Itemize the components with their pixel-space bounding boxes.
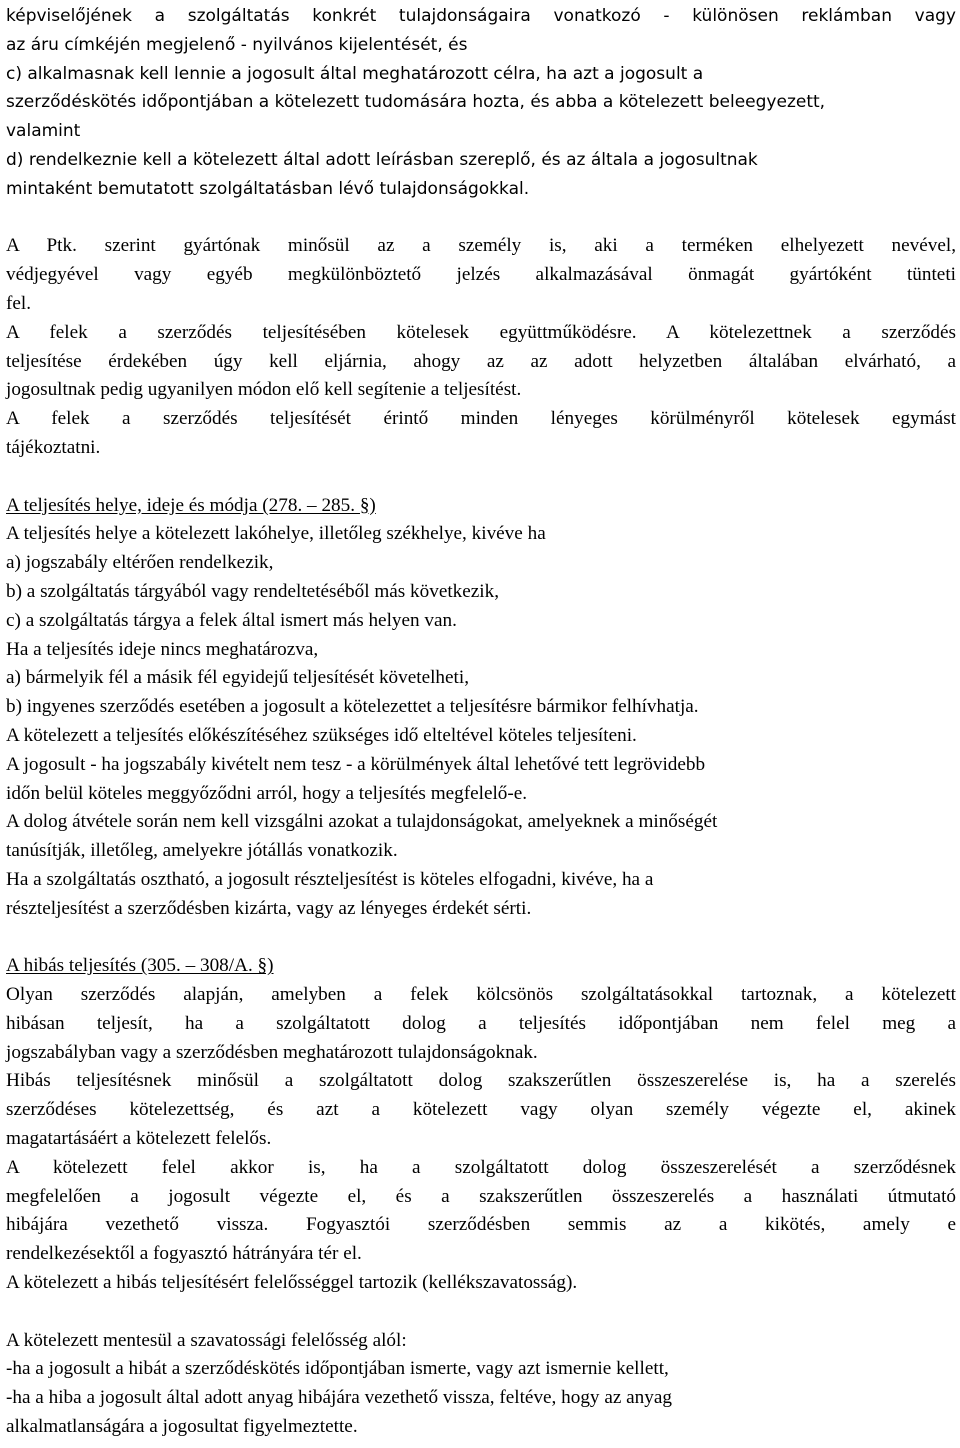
text-line: hibásan teljesít, ha a szolgáltatott dolog a teljesítés időpontjában nem felel meg a	[6, 1012, 956, 1034]
text-line: -ha a hiba a jogosult által adott anyag hibájára vezethető vissza, feltéve, hogy az anyag	[6, 1387, 672, 1409]
text-line: alkalmatlanságára a jogosultat figyelmeztette.	[6, 1416, 358, 1438]
text-line: jogosultnak pedig ugyanilyen módon elő kell segítenie a teljesítést.	[6, 379, 522, 401]
text-line: képviselőjének a szolgáltatás konkrét tulajdonságaira vonatkozó - különösen reklámban vagy	[6, 6, 956, 26]
intro-paragraph	[6, 2, 956, 204]
section-heading: A hibás teljesítés (305. – 308/A. §)	[6, 955, 274, 977]
text-line: tanúsítják, illetőleg, amelyekre jótállás vonatkozik.	[6, 840, 398, 862]
text-line: szerződéses kötelezettség, és azt a kötelezett vagy olyan személy végezte el, akinek	[6, 1099, 956, 1121]
text-line: b) ingyenes szerződés esetében a jogosult a kötelezettet a teljesítésre bármikor felhívhatja.	[6, 696, 699, 718]
text-line: -ha a jogosult a hibát a szerződéskötés időpontjában ismerte, vagy azt ismernie kellett,	[6, 1358, 669, 1380]
text-line: A felek a szerződés teljesítésében kötelesek együttműködésre. A kötelezettnek a szerződés	[6, 321, 956, 343]
text-line: hibájára vezethető vissza. Fogyasztói szerződésben semmis az a kikötés, amely e	[6, 1214, 956, 1236]
text-line: rendelkezésektől a fogyasztó hátrányára tér el.	[6, 1243, 362, 1265]
text-line: A teljesítés helye a kötelezett lakóhelye, illetőleg székhelye, kivéve ha	[6, 523, 546, 545]
spacer	[6, 204, 956, 233]
text-line: c) a szolgáltatás tárgya a felek által ismert más helyen van.	[6, 609, 457, 631]
text-line: mintaként bemutatott szolgáltatásban lévő tulajdonságokkal.	[6, 178, 530, 199]
ptk-paragraph	[6, 232, 956, 462]
spacer	[6, 1298, 956, 1327]
text-line: valamint	[6, 121, 81, 142]
text-line: megfelelően a jogosult végezte el, és a szakszerűtlen összeszerelés a használati útmutató	[6, 1185, 956, 1207]
text-line: tájékoztatni.	[6, 436, 101, 458]
text-line: a) bármelyik fél a másik fél egyidejű teljesítését követelheti,	[6, 667, 469, 689]
text-line: b) a szolgáltatás tárgyából vagy rendeltetéséből más következik,	[6, 580, 500, 602]
text-line: Hibás teljesítésnek minősül a szolgáltatott dolog szakszerűtlen összeszerelése is, ha a szerelés	[6, 1070, 956, 1092]
text-line: c) alkalmasnak kell lennie a jogosult által meghatározott célra, ha azt a jogosult a	[6, 63, 704, 84]
text-line: A kötelezett mentesül a szavatossági felelősség alól:	[6, 1329, 407, 1351]
section-hibas-teljesites	[6, 952, 956, 1298]
text-line: A dolog átvétele során nem kell vizsgálni azokat a tulajdonságokat, amelyeknek a minőségét	[6, 811, 718, 833]
text-line: védjegyével vagy egyéb megkülönböztető jelzés alkalmazásával önmagát gyártóként tünteti	[6, 264, 956, 286]
text-line: részteljesítést a szerződésben kizárta, vagy az lényeges érdekét sérti.	[6, 897, 532, 919]
text-line: szerződéskötés időpontjában a kötelezett tudomására hozta, és abba a kötelezett beleegyezett,	[6, 92, 826, 113]
text-line: Olyan szerződés alapján, amelyben a felek kölcsönös szolgáltatásokkal tartoznak, a kötelezett	[6, 984, 956, 1006]
text-line: az áru címkéjén megjelenő - nyilvános kijelentését, és	[6, 34, 468, 55]
document-page	[6, 2, 956, 1442]
text-line: időn belül köteles meggyőződni arról, hogy a teljesítés megfelelő-e.	[6, 782, 528, 804]
section-heading: A teljesítés helye, ideje és módja (278. – 285. §)	[6, 494, 376, 516]
text-line: Ha a szolgáltatás osztható, a jogosult részteljesítést is köteles elfogadni, kivéve, ha a	[6, 868, 654, 890]
text-line: A kötelezett a teljesítés előkészítéséhez szükséges idő elteltével köteles teljesíteni.	[6, 724, 637, 746]
text-line: jogszabályban vagy a szerződésben meghatározott tulajdonságoknak.	[6, 1041, 538, 1063]
text-line: magatartásáért a kötelezett felelős.	[6, 1128, 272, 1150]
text-line: Ha a teljesítés ideje nincs meghatározva,	[6, 638, 319, 660]
text-line: d) rendelkeznie kell a kötelezett által adott leírásban szereplő, és az általa a jogosultnak	[6, 149, 758, 170]
text-line: A kötelezett a hibás teljesítésért felelősséggel tartozik (kellékszavatosság).	[6, 1272, 578, 1294]
text-line: fel.	[6, 292, 32, 314]
spacer	[6, 924, 956, 953]
text-line: a) jogszabály eltérően rendelkezik,	[6, 552, 274, 574]
section-teljesites	[6, 492, 956, 924]
text-line: A Ptk. szerint gyártónak minősül az a személy is, aki a terméken elhelyezett nevével,	[6, 235, 956, 257]
text-line: A jogosult - ha jogszabály kivételt nem tesz - a körülmények által lehetővé tett legrövidebb	[6, 753, 706, 775]
text-line: teljesítése érdekében úgy kell eljárnia, ahogy az az adott helyzetben általában elvárható, a	[6, 350, 956, 372]
text-line: A kötelezett felel akkor is, ha a szolgáltatott dolog összeszerelését a szerződésnek	[6, 1156, 956, 1178]
spacer	[6, 463, 956, 492]
section-mentesules	[6, 1327, 956, 1442]
text-line: A felek a szerződés teljesítését érintő minden lényeges körülményről kötelesek egymást	[6, 408, 956, 430]
